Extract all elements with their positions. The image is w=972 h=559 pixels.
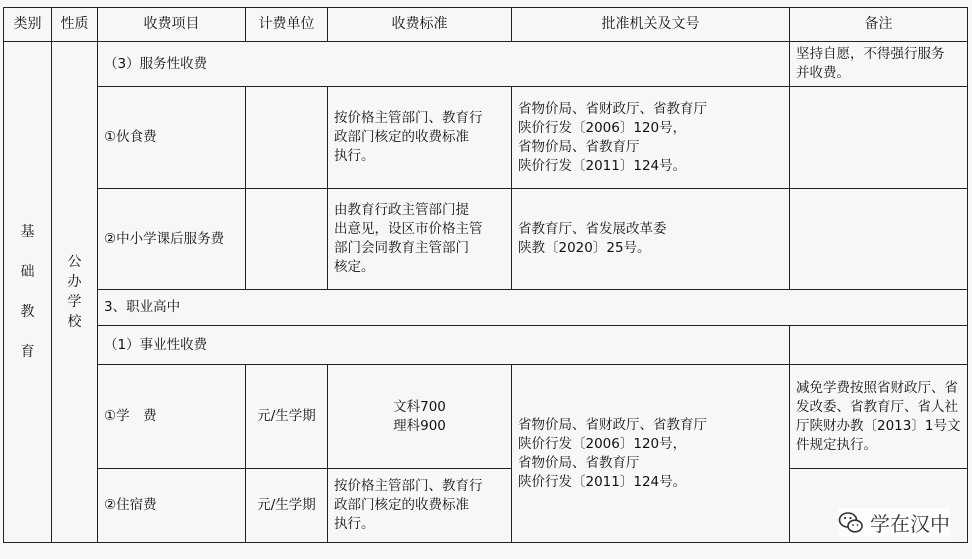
tuition-label: ①学 费 <box>98 365 246 469</box>
nature-cell <box>52 42 98 543</box>
watermark <box>838 508 950 537</box>
category-char: 础 <box>20 264 35 280</box>
tuition-unit: 元/生学期 <box>246 365 328 469</box>
header-category: 类别 <box>4 8 52 42</box>
table-row <box>4 189 968 290</box>
meal-fee-remark <box>790 87 968 189</box>
dorm-unit: 元/生学期 <box>246 469 328 543</box>
dorm-label: ②住宿费 <box>98 469 246 543</box>
header-unit: 计费单位 <box>246 8 328 42</box>
header-nature: 性质 <box>52 8 98 42</box>
nature-char: 校 <box>67 314 82 330</box>
category-char: 育 <box>20 344 35 360</box>
after-school-label: ②中小学课后服务费 <box>98 189 246 290</box>
service-fee-remark: 坚持自愿，不得强行服务 并收费。 <box>790 42 968 87</box>
header-approval: 批准机关及文号 <box>512 8 790 42</box>
nature-char: 办 <box>67 274 82 290</box>
category-char: 教 <box>20 304 35 320</box>
after-school-unit <box>246 189 328 290</box>
after-school-standard: 由教育行政主管部门提 出意见，设区市价格主管 部门会同教育主管部门 核定。 <box>328 189 512 290</box>
meal-fee-label: ①伙食费 <box>98 87 246 189</box>
category-cell <box>4 42 52 543</box>
meal-fee-standard: 按价格主管部门、教育行 政部门核定的收费标准 执行。 <box>328 87 512 189</box>
table-row <box>4 290 968 326</box>
header-remark: 备注 <box>790 8 968 42</box>
watermark-text: 学在汉中 <box>870 512 950 536</box>
after-school-approval: 省教育厅、省发展改革委 陕教〔2020〕25号。 <box>512 189 790 290</box>
header-standard: 收费标准 <box>328 8 512 42</box>
institutional-label: （1）事业性收费 <box>98 326 790 365</box>
meal-fee-unit <box>246 87 328 189</box>
vocational-label: 3、职业高中 <box>98 290 968 326</box>
table-row <box>4 42 968 87</box>
table-row <box>4 326 968 365</box>
category-char: 基 <box>20 224 35 240</box>
meal-fee-approval: 省物价局、省财政厅、省教育厅 陕价行发〔2006〕120号， 省物价局、省教育厅 陕价行发〔2011〕124号。 <box>512 87 790 189</box>
table-row <box>4 87 968 189</box>
tuition-standard: 文科700 理科900 <box>328 365 512 469</box>
tuition-dorm-approval: 省物价局、省财政厅、省教育厅 陕价行发〔2006〕120号， 省物价局、省教育厅 陕价行发〔2011〕124号。 <box>512 365 790 543</box>
wechat-icon <box>838 510 864 536</box>
nature-char: 公 <box>67 254 82 270</box>
institutional-remark <box>790 326 968 365</box>
fee-table <box>3 7 968 543</box>
after-school-remark <box>790 189 968 290</box>
header-item: 收费项目 <box>98 8 246 42</box>
dorm-standard: 按价格主管部门、教育行 政部门核定的收费标准 执行。 <box>328 469 512 543</box>
service-fee-label: （3）服务性收费 <box>98 42 790 87</box>
nature-char: 学 <box>67 294 82 310</box>
tuition-remark: 减免学费按照省财政厅、省 发改委、省教育厅、省人社 厅陕财办教〔2013〕1号文 件规定执行。 <box>790 365 968 469</box>
table-row <box>4 469 968 543</box>
table-header-row <box>4 8 968 42</box>
table-row <box>4 365 968 469</box>
